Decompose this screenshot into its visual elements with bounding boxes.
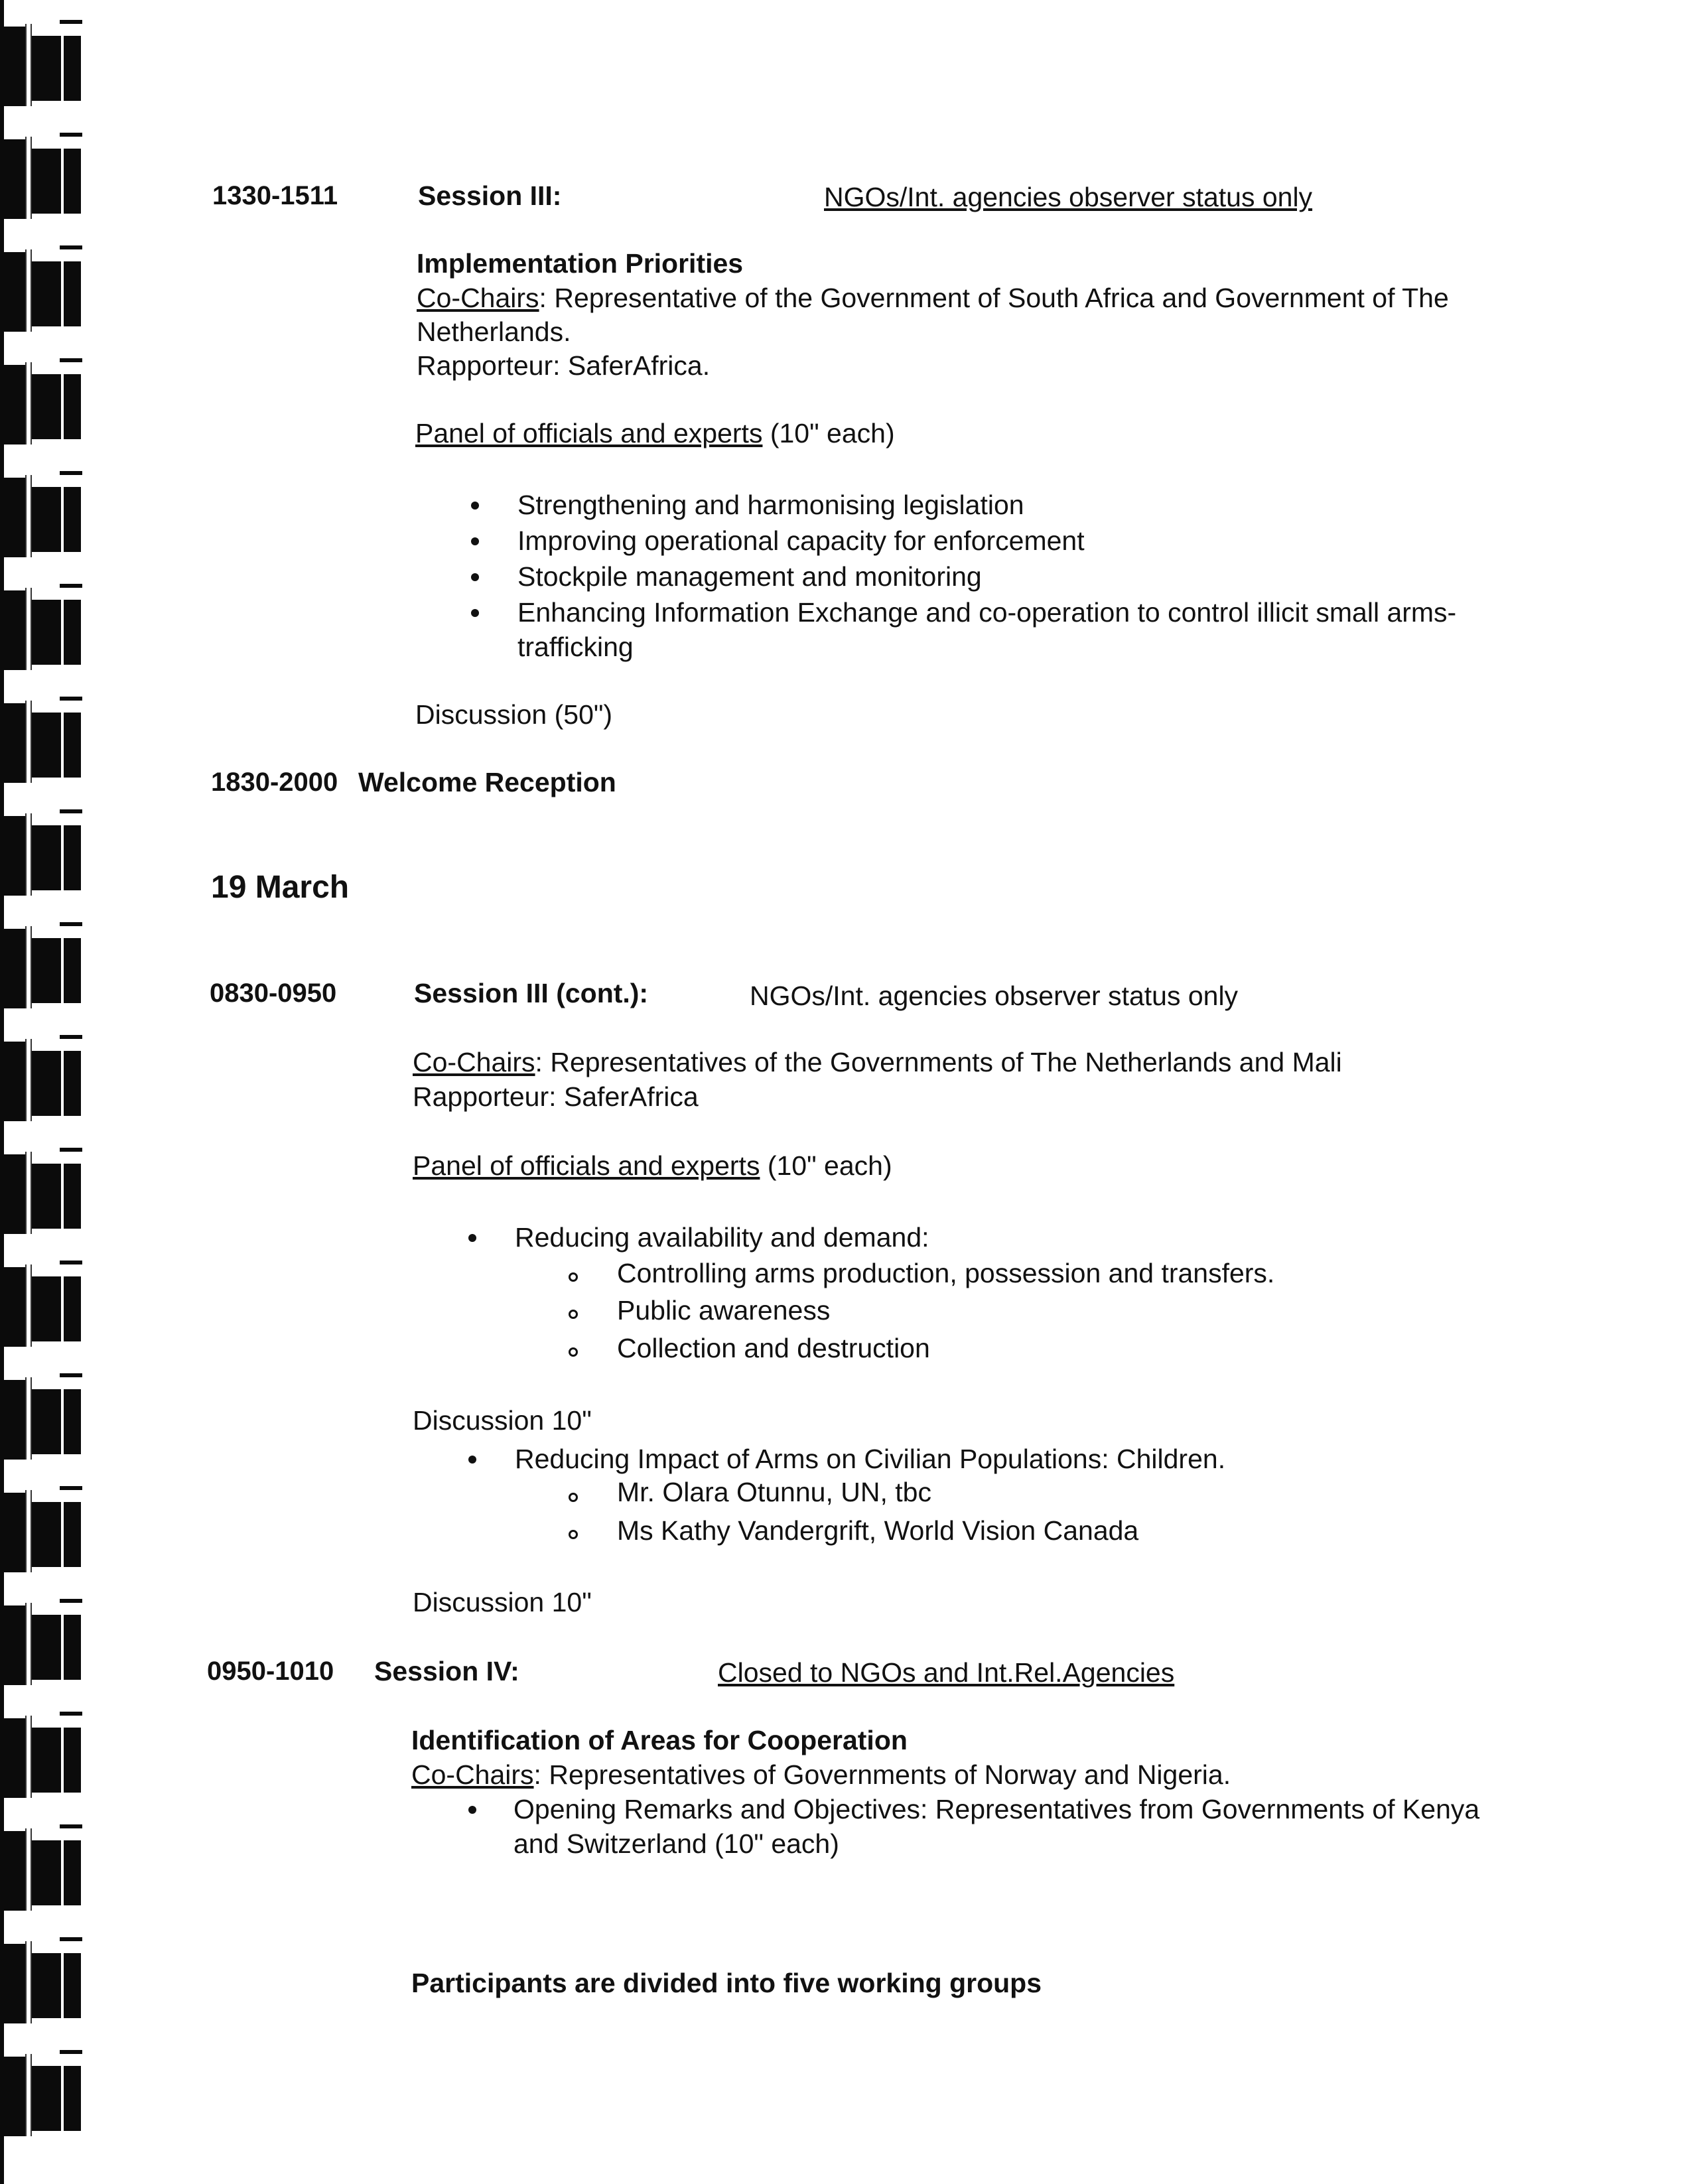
- panel-line: [413, 1149, 892, 1183]
- binding-ring: [0, 697, 83, 783]
- discussion: Discussion (50"): [415, 699, 613, 730]
- list-item: Opening Remarks and Objectives: Representatives from Governments of Kenya: [513, 1794, 1480, 1824]
- sub-bullet-icon: [569, 1310, 578, 1319]
- reception-label: Welcome Reception: [358, 767, 616, 797]
- cochairs-label: Co-Chairs: [411, 1759, 534, 1790]
- binding-ring: [0, 20, 83, 106]
- reception-time: 1830-2000: [211, 768, 338, 797]
- bullet-icon: [468, 1456, 476, 1464]
- bullet-icon: [471, 609, 479, 617]
- binding-ring: [0, 1599, 83, 1685]
- spiral-binding: [0, 0, 86, 2184]
- binding-ring: [0, 245, 83, 332]
- list-item: Strengthening and harmonising legislation: [517, 490, 1024, 520]
- list-item: Stockpile management and monitoring: [517, 561, 982, 592]
- session-label: Session IV:: [374, 1656, 519, 1686]
- session-status: Closed to NGOs and Int.Rel.Agencies: [718, 1657, 1175, 1688]
- binding-ring: [0, 584, 83, 670]
- binding-ring: [0, 809, 83, 896]
- panel-suffix: (10" each): [760, 1150, 892, 1181]
- bullet-icon: [471, 537, 479, 545]
- list-item-continuation: trafficking: [517, 632, 634, 662]
- binding-ring: [0, 1486, 83, 1572]
- rapporteur: Rapporteur: SaferAfrica: [413, 1081, 699, 1112]
- participants-note: Participants are divided into five working groups: [411, 1968, 1042, 1998]
- list-item: Reducing availability and demand:: [515, 1222, 929, 1253]
- sub-bullet-icon: [569, 1493, 578, 1502]
- cochairs-text: : Representative of the Government of South Africa and Government of The: [539, 283, 1449, 313]
- bullet-icon: [471, 573, 479, 581]
- sub-list-item: Public awareness: [617, 1295, 831, 1326]
- binding-ring: [0, 133, 83, 219]
- panel-label: Panel of officials and experts: [413, 1150, 760, 1181]
- binding-ring: [0, 922, 83, 1008]
- panel-line: [415, 417, 895, 450]
- bullet-icon: [468, 1234, 476, 1242]
- discussion: Discussion 10": [413, 1405, 592, 1436]
- binding-ring: [0, 1937, 83, 2023]
- cochairs-line: [413, 1046, 1342, 1079]
- binding-ring: [0, 1148, 83, 1234]
- cochairs-line: [417, 281, 1449, 315]
- session-time: 1330-1511: [212, 181, 338, 210]
- session-time: 0830-0950: [210, 979, 337, 1008]
- cochairs-label: Co-Chairs: [413, 1047, 535, 1077]
- list-item: Enhancing Information Exchange and co-operation to control illicit small arms-: [517, 597, 1457, 628]
- binding-ring: [0, 1712, 83, 1798]
- list-item-continuation: and Switzerland (10" each): [513, 1828, 839, 1859]
- session-status: NGOs/Int. agencies observer status only: [750, 981, 1239, 1011]
- sub-bullet-icon: [569, 1272, 578, 1282]
- binding-ring: [0, 471, 83, 557]
- sub-list-item: Collection and destruction: [617, 1333, 930, 1363]
- sub-bullet-icon: [569, 1530, 578, 1539]
- binding-ring: [0, 1373, 83, 1460]
- cochairs-line: [411, 1758, 1231, 1792]
- cochairs-text: : Representatives of Governments of Norway and Nigeria.: [533, 1759, 1231, 1790]
- cochairs-continuation: Netherlands.: [417, 316, 571, 347]
- bullet-icon: [471, 502, 479, 510]
- sub-list-item: Ms Kathy Vandergrift, World Vision Canada: [617, 1515, 1139, 1546]
- session-label: Session III (cont.):: [414, 978, 649, 1008]
- binding-ring: [0, 2050, 83, 2136]
- binding-ring: [0, 1261, 83, 1347]
- binding-ring: [0, 1824, 83, 1911]
- list-item: Improving operational capacity for enforcement: [517, 525, 1085, 556]
- list-item: Reducing Impact of Arms on Civilian Populations: Children.: [515, 1444, 1226, 1474]
- session-label: Session III:: [418, 180, 562, 211]
- bullet-icon: [468, 1806, 476, 1814]
- panel-label: Panel of officials and experts: [415, 418, 763, 448]
- day-heading: 19 March: [211, 870, 350, 905]
- panel-suffix: (10" each): [762, 418, 895, 448]
- session-title: Identification of Areas for Cooperation: [411, 1725, 908, 1755]
- cochairs-text: : Representatives of the Governments of The Netherlands and Mali: [535, 1047, 1342, 1077]
- discussion: Discussion 10": [413, 1587, 592, 1617]
- session-title: Implementation Priorities: [417, 248, 744, 279]
- binding-ring: [0, 1035, 83, 1121]
- sub-bullet-icon: [569, 1347, 578, 1357]
- sub-list-item: Controlling arms production, possession and transfers.: [617, 1258, 1275, 1288]
- session-status: NGOs/Int. agencies observer status only: [824, 182, 1313, 212]
- cochairs-label: Co-Chairs: [417, 283, 539, 313]
- sub-list-item: Mr. Olara Otunnu, UN, tbc: [617, 1477, 931, 1507]
- session-time: 0950-1010: [207, 1657, 334, 1686]
- rapporteur: Rapporteur: SaferAfrica.: [417, 350, 711, 381]
- binding-ring: [0, 358, 83, 444]
